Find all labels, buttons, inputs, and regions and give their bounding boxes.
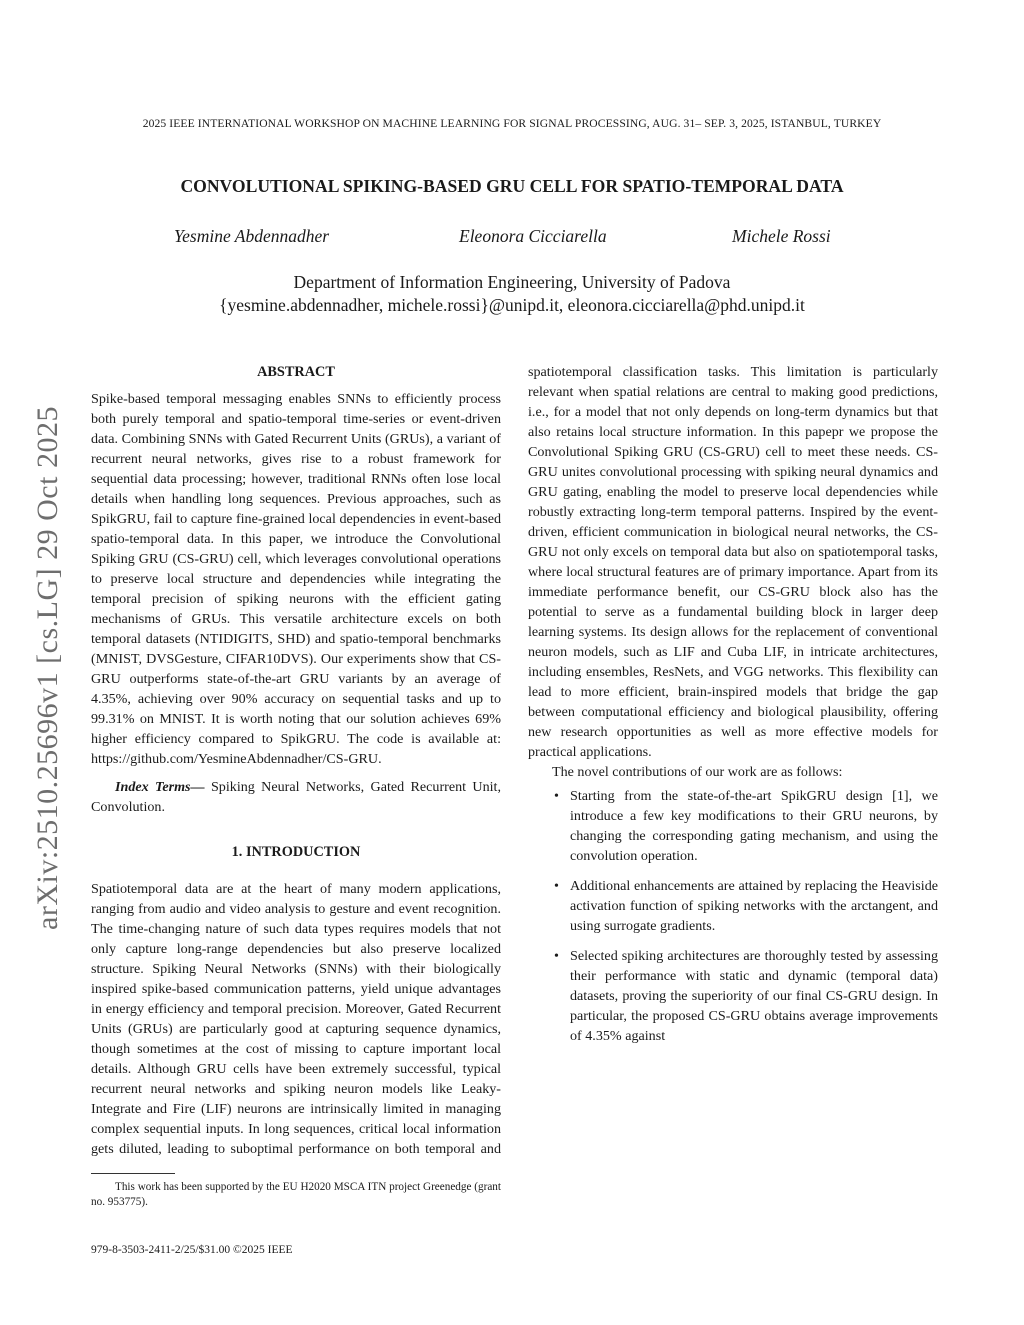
bullet-icon: • [554, 878, 559, 894]
index-terms [91, 777, 501, 817]
list-item [528, 946, 938, 1046]
list-item [528, 786, 938, 866]
copyright-notice: 979-8-3503-2411-2/25/$31.00 ©2025 IEEE [91, 1244, 293, 1256]
paper-title: CONVOLUTIONAL SPIKING-BASED GRU CELL FOR SPATIO-TEMPORAL DATA [180, 176, 844, 196]
bullet-icon: • [554, 788, 559, 804]
index-terms-text: Spiking Neural Networks, Gated Recurrent Unit, Convolution. [91, 779, 502, 815]
introduction-heading: 1. INTRODUCTION [231, 844, 361, 860]
introduction-paragraph: Spatiotemporal data are at the heart of many modern applications, ranging from audio and video analysis to gesture and event recognition. The time-changing nature of such data types requires models that not only capture long-range dependencies but also preserve localized structure. Spiking Neural Networks (SNNs) with their biologically inspired spike-based communication patterns, yield unique advantages in energy efficiency and temporal precision. Moreover, Gated Recurrent Units (GRUs) are particularly good at capturing sequence dynamics, though sometimes at the cost of missing to capture important local details. Although GRU cells have been extremely successful, typical recurrent neural networks and spiking neuron models like Leaky-Integrate and Fire (LIF) neurons are intrinsically limited in managing complex sequential inputs. In long sequences, critical local information gets diluted, leading to suboptimal performance on both temporal and [91, 881, 501, 1157]
bullet-icon: • [554, 948, 559, 964]
contributions-intro: The novel contributions of our work are as follows: [552, 764, 843, 780]
author-name: Yesmine Abdennadher [174, 226, 330, 246]
footnote: This work has been supported by the EU H2020 MSCA ITN project Greenedge (grant no. 953775). [91, 1181, 501, 1208]
list-item-text: Starting from the state-of-the-art SpikGRU design [1], we introduce a few key modifications to their GRU neurons, by changing the corresponding gating mechanism, and using the convolution operation. [570, 788, 938, 864]
contributions-list [528, 786, 938, 1046]
index-terms-label: Index Terms— [115, 779, 205, 795]
abstract-text: Spike-based temporal messaging enables SNNs to efficiently process both purely temporal and spatio-temporal time-series or event-driven data. Combining SNNs with Gated Recurrent Units (GRUs), a variant of recurrent neural networks, gives rise to a robust framework for sequential data processing; however, traditional RNNs often lose local details when handling long sequences. Previous approaches, such as SpikGRU, fail to capture fine-grained local dependencies in event-based spatio-temporal data. In this paper, we introduce the Convolutional Spiking GRU (CS-GRU) cell, which leverages convolutional operations to preserve local structure and dependencies while integrating the temporal precision of spiking neurons with the efficient gating mechanisms of GRUs. This versatile architecture excels on both temporal datasets (NTIDIGITS, SHD) and spatio-temporal benchmarks (MNIST, DVSGesture, CIFAR10DVS). Our experiments show that CS-GRU outperforms state-of-the-art GRU variants by an average of 4.35%, achieving over 90% accuracy on sequential tasks and up to 99.31% on MNIST. It is worth noting that our solution achieves 69% higher efficiency compared to SpikGRU. The code is available at: https://github.com/YesmineAbdennadher/CS-GRU. [91, 391, 501, 767]
author-emails: {yesmine.abdennadher, michele.rossi}@unipd.it, eleonora.cicciarella@phd.unipd.it [219, 295, 805, 315]
footnote-divider [91, 1173, 175, 1174]
list-item-text: Selected spiking architectures are thoroughly tested by assessing their performance with static and dynamic (temporal data) datasets, proving the superiority of our final CS-GRU design. In particular, the proposed CS-GRU obtains average improvements of 4.35% against [570, 948, 938, 1044]
author-name: Eleonora Cicciarella [459, 226, 607, 246]
left-column [91, 362, 501, 1159]
introduction-paragraph-continued: spatiotemporal classification tasks. This limitation is particularly relevant when spatial relations are central to making good predictions, i.e., for a model that not only depends on long-term dynamics but that also retains local structure information. In this papepr we propose the Convolutional Spiking GRU (CS-GRU) cell to meet these needs. CS-GRU unites convolutional processing with spiking neural dynamics and GRU gating, enabling the model to preserve local dependencies while robustly extracting long-term temporal patterns. Inspired by the event-driven, efficient communication in biological neural networks, the CS-GRU not only excels on temporal data but also on spatiotemporal tasks, where local structural features are of primary importance. Apart from its immediate performance benefit, our CS-GRU block also has the potential to serve as a fundamental building block in larger deep learning systems. Its design allows for the replacement of conventional neuron models, such as LIF and Cuba LIF, in intricate architectures, including ensembles, ResNets, and VGG networks. This flexibility can lead to more efficient, brain-inspired models that bridge the gap between computational efficiency and biological plausibility, offering new research opportunities as well as more effective models for practical applications. [528, 364, 938, 760]
abstract-heading: ABSTRACT [257, 364, 335, 380]
author-name: Michele Rossi [732, 226, 831, 246]
right-column [528, 362, 938, 1056]
conference-header: 2025 IEEE INTERNATIONAL WORKSHOP ON MACHINE LEARNING FOR SIGNAL PROCESSING, AUG. 31– SEP. 3, 2025, ISTANBUL, TURKEY [142, 117, 882, 130]
list-item [528, 876, 938, 936]
list-item-text: Additional enhancements are attained by replacing the Heaviside activation function of spiking networks with the arctangent, and using surrogate gradients. [570, 878, 938, 934]
affiliation: Department of Information Engineering, University of Padova [293, 272, 731, 292]
arxiv-stamp-text: arXiv:2510.25696v1 [cs.LG] 29 Oct 2025 [31, 406, 64, 930]
